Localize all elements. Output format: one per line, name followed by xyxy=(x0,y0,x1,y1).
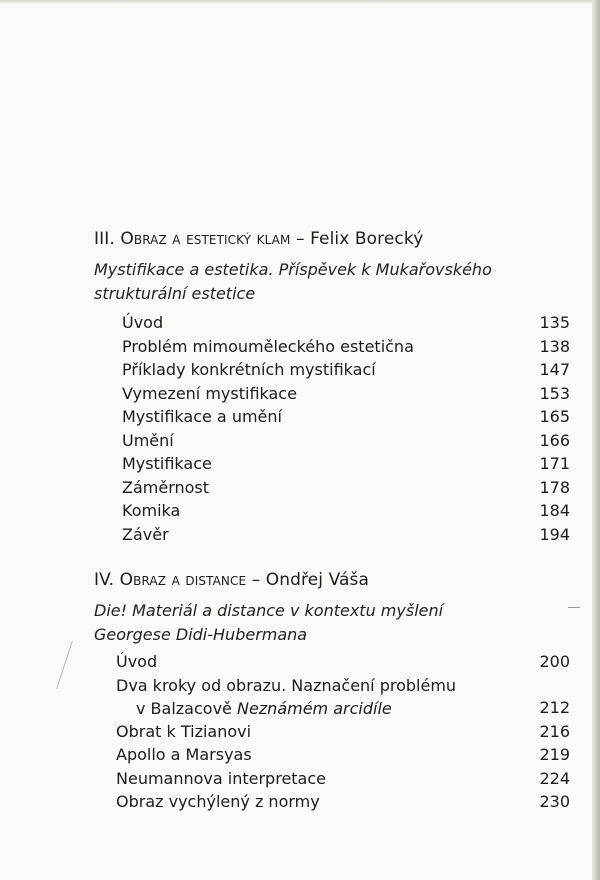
subtitle-line: Die! Materiál a distance v kontextu myšlení xyxy=(94,601,444,620)
toc-entry-label: Apollo a Marsyas xyxy=(116,745,252,764)
toc-entry[interactable] xyxy=(94,382,574,406)
toc-entry-label xyxy=(88,674,574,720)
section-numeral: IV. xyxy=(94,570,115,590)
subtitle-line: strukturální estetice xyxy=(94,284,256,303)
toc-entry-label: Závěr xyxy=(122,524,169,544)
toc-entry-label: Mystifikace xyxy=(122,454,212,473)
toc-entry-label: Vymezení mystifikace xyxy=(122,383,297,403)
toc-entry-page: 165 xyxy=(539,407,570,426)
toc-entry[interactable] xyxy=(88,743,574,767)
toc-entry[interactable] xyxy=(94,476,574,500)
section-author: Ondřej Váša xyxy=(265,570,370,590)
toc-entry-page: 200 xyxy=(539,652,570,671)
toc-entry[interactable] xyxy=(94,358,574,382)
chapter-subtitle xyxy=(94,599,574,647)
toc-entry-label: Umění xyxy=(122,430,174,450)
toc-entry[interactable] xyxy=(88,767,574,791)
toc-list xyxy=(94,650,574,814)
toc-entry[interactable] xyxy=(94,405,574,429)
subtitle-line: Georgese Didi-Hubermana xyxy=(94,625,308,644)
toc-entry-label-italic: Neznámém arcidíle xyxy=(236,698,392,718)
toc-entry-label: Úvod xyxy=(116,652,158,671)
toc-entry-page: 230 xyxy=(539,792,570,811)
toc-entry[interactable] xyxy=(94,523,574,547)
toc-section-4 xyxy=(94,569,574,814)
page-top-edge xyxy=(0,0,600,4)
toc-list xyxy=(94,311,574,546)
toc-entry-page: 153 xyxy=(539,383,570,403)
toc-entry-page: 216 xyxy=(539,721,570,741)
section-heading xyxy=(94,228,574,250)
toc-entry[interactable] xyxy=(88,720,574,744)
toc-entry[interactable] xyxy=(94,429,574,453)
stray-mark xyxy=(56,641,72,689)
toc-entry[interactable] xyxy=(94,311,574,335)
section-dash: – xyxy=(251,570,261,590)
section-title: Obraz a estetický klam xyxy=(120,229,291,249)
section-heading xyxy=(94,569,574,591)
chapter-subtitle xyxy=(94,258,574,306)
toc-entry-page: 171 xyxy=(539,454,570,473)
toc-entry-page: 212 xyxy=(539,698,570,717)
section-numeral: III. xyxy=(94,229,115,249)
toc-entry[interactable] xyxy=(94,335,574,359)
toc-entry-label-prefix: v Balzacově xyxy=(136,698,237,718)
toc-entry-label-cont xyxy=(116,697,504,720)
toc-entry-page: 184 xyxy=(539,501,570,520)
toc-entry-page: 138 xyxy=(539,336,570,356)
toc-entry[interactable] xyxy=(88,790,574,814)
toc-entry[interactable] xyxy=(94,499,574,523)
toc-entry-label: Problém mimouměleckého estetična xyxy=(122,336,414,356)
toc-entry-page: 219 xyxy=(539,745,570,764)
toc-entry-label-line: Dva kroky od obrazu. Naznačení problému xyxy=(116,675,457,695)
toc-entry-label: Neumannova interpretace xyxy=(116,768,326,788)
toc-section-3 xyxy=(94,228,574,546)
toc-entry[interactable] xyxy=(88,650,574,674)
toc-entry-page: 135 xyxy=(539,313,570,332)
toc-entry-page: 166 xyxy=(539,430,570,450)
toc-entry[interactable] xyxy=(94,452,574,476)
section-dash: – xyxy=(295,229,305,249)
toc-entry-page: 194 xyxy=(539,524,570,544)
toc-entry-label: Komika xyxy=(122,501,181,520)
toc-entry-page: 224 xyxy=(539,768,570,788)
toc-entry-label: Záměrnost xyxy=(122,477,210,497)
toc-entry-label: Úvod xyxy=(122,313,164,332)
toc-entry-label: Obrat k Tizianovi xyxy=(116,721,252,741)
toc-entry-label: Obraz vychýlený z normy xyxy=(116,792,320,811)
toc-entry-page: 147 xyxy=(539,360,570,379)
page-right-edge xyxy=(592,0,600,880)
toc-entry[interactable] xyxy=(88,674,574,720)
section-author: Felix Borecký xyxy=(310,229,424,249)
toc-entry-page: 178 xyxy=(539,477,570,497)
toc-entry-label: Příklady konkrétních mystifikací xyxy=(122,360,376,379)
toc-entry-label: Mystifikace a umění xyxy=(122,407,282,426)
section-title: Obraz a distance xyxy=(119,570,247,590)
subtitle-line: Mystifikace a estetika. Příspěvek k Mukařovského xyxy=(94,260,492,279)
